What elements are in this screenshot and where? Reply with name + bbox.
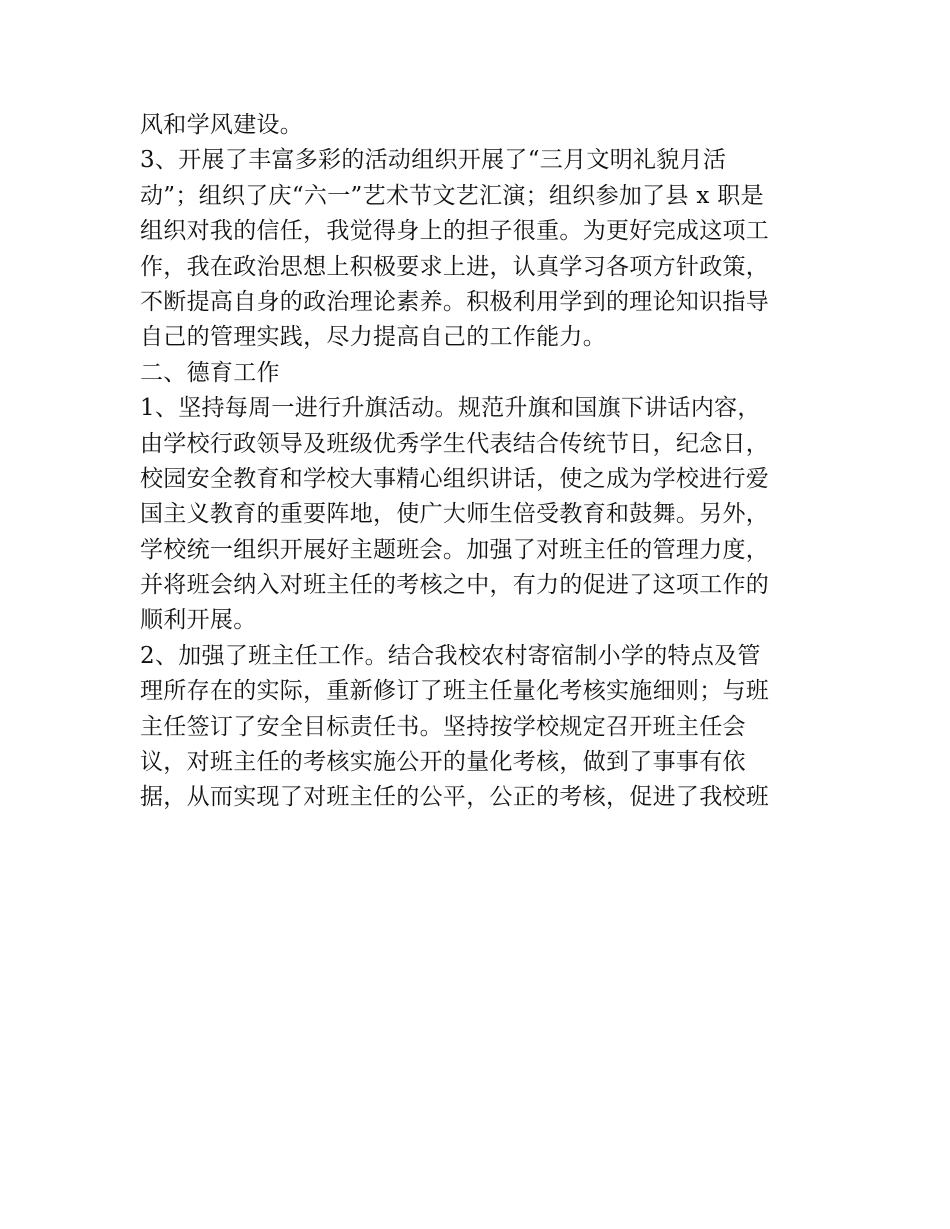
text-line: 2、加强了班主任工作。结合我校农村寄宿制小学的特点及管 xyxy=(140,642,761,669)
document-body xyxy=(140,108,820,816)
text-line: 1、坚持每周一进行升旗活动。规范升旗和国旗下讲话内容， xyxy=(140,395,761,422)
text-line: 自己的管理实践，尽力提高自己的工作能力。 xyxy=(140,324,606,351)
text-line: 动”；组织了庆“六一”艺术节文艺汇演；组织参加了县 x 职是 xyxy=(140,182,764,209)
text-line: 3、开展了丰富多彩的活动组织开展了“三月文明礼貌月活 xyxy=(140,147,727,174)
text-line: 顺利开展。 xyxy=(140,607,257,634)
text-line: 风和学风建设。 xyxy=(140,112,304,138)
text-line: 主任签订了安全目标责任书。坚持按学校规定召开班主任会 xyxy=(140,713,746,740)
text-line: 学校统一组织开展好主题班会。加强了对班主任的管理力度， xyxy=(140,536,770,563)
text-line: 不断提高自身的政治理论素养。积极利用学到的理论知识指导 xyxy=(140,288,770,315)
text-line: 组织对我的信任，我觉得身上的担子很重。为更好完成这项工 xyxy=(140,218,770,245)
section-heading: 二、德育工作 xyxy=(140,359,280,386)
text-line: 作，我在政治思想上积极要求上进，认真学习各项方针政策， xyxy=(140,253,770,280)
text-line: 并将班会纳入对班主任的考核之中，有力的促进了这项工作的 xyxy=(140,572,770,599)
text-line: 议，对班主任的考核实施公开的量化考核，做到了事事有依 xyxy=(140,749,746,776)
text-line: 据，从而实现了对班主任的公平，公正的考核，促进了我校班 xyxy=(140,784,770,811)
text-line: 理所存在的实际，重新修订了班主任量化考核实施细则；与班 xyxy=(140,678,770,705)
text-line: 由学校行政领导及班级优秀学生代表结合传统节日，纪念日， xyxy=(140,430,770,457)
text-line: 国主义教育的重要阵地，使广大师生倍受教育和鼓舞。另外， xyxy=(140,501,770,528)
text-line: 校园安全教育和学校大事精心组织讲话，使之成为学校进行爱 xyxy=(140,465,770,492)
